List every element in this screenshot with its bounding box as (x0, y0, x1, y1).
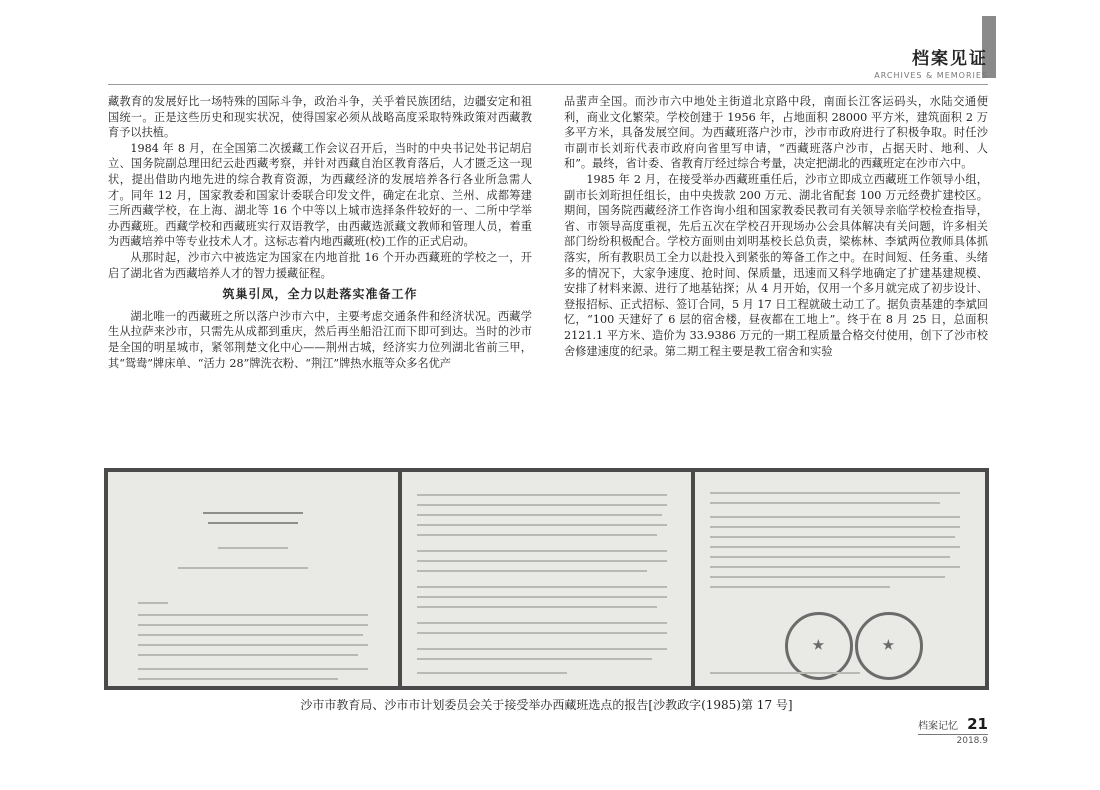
document-page-3-image (695, 472, 985, 686)
issue-date: 2018.9 (918, 734, 988, 746)
section-title: 档案见证 (912, 49, 988, 69)
archival-document-photo (104, 468, 989, 690)
header-divider (108, 84, 988, 85)
official-seal-stamp (785, 612, 853, 680)
section-subtitle: ARCHIVES & MEMORIES (874, 71, 988, 80)
paragraph: 从那时起，沙市六中被选定为国家在内地首批 16 个开办西藏班的学校之一，开启了湖北省为西藏培养人才的智力援藏征程。 (108, 250, 532, 280)
page-number: 21 (967, 715, 988, 733)
magazine-name: 档案记忆 (918, 721, 959, 732)
document-page-1-image (108, 472, 398, 686)
page-footer (918, 714, 988, 746)
photo-caption: 沙市市教育局、沙市市计划委员会关于接受举办西藏班选点的报告[沙教政字(1985)第 17 号] (300, 698, 793, 712)
official-seal-stamp (855, 612, 923, 680)
paragraph: 1984 年 8 月，在全国第二次援藏工作会议召开后，当时的中央书记处书记胡启立、国务院副总理田纪云赴西藏考察，并针对西藏自治区教育落后，人才匮乏这一现状，提出借助内地先进的综合教育资源，为西藏经济的发展培养各行各业所急需人才。同年 12 月，国家教委和国家计委联合印发文件，确定在北京、兰州、成都筹建三所西藏学校，在上海、湖北等 16 个中等以上城市选择条件较好的一、二所中学举办西藏班。西藏学校和西藏班实行双语教学，由西藏选派藏文教师和管理人员，着重为西藏培养中等专业技术人才。这标志着内地西藏班(校)工作的正式启动。 (108, 141, 532, 249)
paragraph: 藏教育的发展好比一场特殊的国际斗争，政治斗争，关乎着民族团结，边疆安定和祖国统一。正是这些历史和现实状况，使得国家必须从战略高度采取特殊政策对西藏教育予以扶植。 (108, 95, 532, 140)
paragraph: 品蜚声全国。而沙市六中地处主街道北京路中段，南面长江客运码头，水陆交通便利，商业文化繁荣。学校创建于 1956 年，占地面积 28000 平方米，建筑面积 2 万多平方米，具备发展空间。为西藏班落户沙市，沙市市政府进行了积极争取。时任沙市副市长刘珩代表市政府向省里写申请，“西藏班落户沙市，占据天时、地利、人和”。最终，省计委、省教育厅经过综合考量，决定把湖北的西藏班定在沙市六中。 (564, 95, 988, 171)
left-text-column (108, 94, 532, 371)
right-text-column (564, 94, 988, 359)
document-page-2-image (402, 472, 692, 686)
paragraph: 湖北唯一的西藏班之所以落户沙市六中，主要考虑交通条件和经济状况。西藏学生从拉萨来沙市，只需先从成都到重庆，然后再坐船沿江而下即可到达。当时的沙市是全国的明星城市，紧邻荆楚文化中心——荆州古城，经济实力位列湖北省前三甲，其“鸳鸯”牌床单、“活力 28”牌洗衣粉、“荆江”牌热水瓶等众多名优产 (108, 309, 532, 370)
section-heading: 筑巢引凤，全力以赴落实准备工作 (222, 287, 418, 302)
section-header (874, 44, 988, 80)
paragraph: 1985 年 2 月，在接受举办西藏班重任后，沙市立即成立西藏班工作领导小组，副市长刘珩担任组长，由中央拨款 200 万元、湖北省配套 100 万元经费扩建校区。期间，国务院西藏经济工作咨询小组和国家教委民教司有关领导亲临学校检查指导，省、市领导高度重视，先后五次在学校召开现场办公会具体解决有关问题，许多相关部门纷纷积极配合。学校方面则由刘明基校长总负责，梁栋林、李斌两位教师具体抓落实，所有教职员工全力以赴投入到紧张的筹备工作之中。在时间短、任务重、头绪多的情况下，大家争速度、抢时间、保质量，迅速而又科学地确定了扩建基建规模、安排了材料来源、进行了地基钻探；从 4 月开始，仅用一个多月就完成了初步设计、登报招标、正式招标、签订合同，5 月 17 日工程就破土动工了。据负责基建的李斌回忆，“100 天建好了 6 层的宿舍楼，昼夜都在工地上”。终于在 8 月 25 日，总面积 2121.1 平方米、造价为 33.9386 万元的一期工程质量合格交付使用，创下了沙市校舍修建速度的纪录。第二期工程主要是教工宿舍和实验 (564, 172, 988, 358)
